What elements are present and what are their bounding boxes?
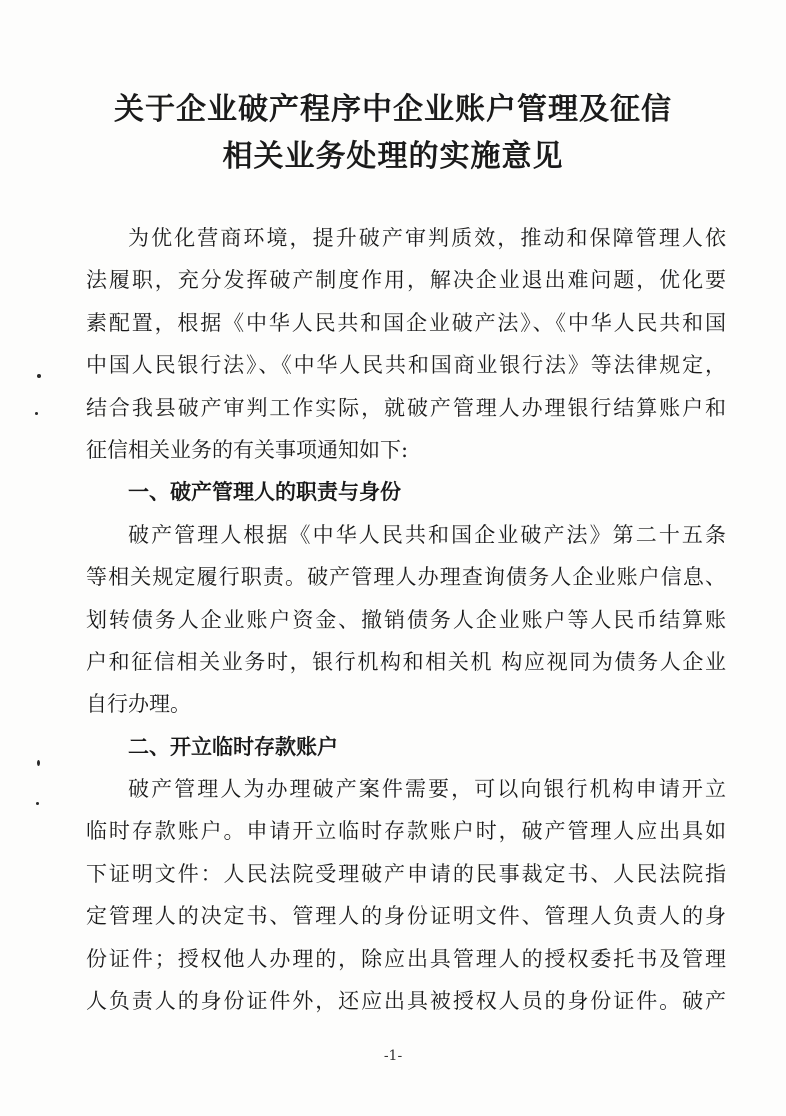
section-heading: 一、破产管理人的职责与身份: [128, 479, 401, 505]
scan-speck: [37, 374, 41, 378]
body-line: 临时存款账户。申请开立临时存款账户时，破产管理人应出具如: [86, 819, 726, 844]
body-line: 自行办理。: [86, 692, 191, 717]
document-title-line-2: 相关业务处理的实施意见: [222, 139, 564, 174]
page-number: -1-: [383, 1048, 403, 1064]
document-body: [86, 217, 726, 1022]
body-line: 划转债务人企业账户资金、撤销债务人企业账户等人民币结算账: [86, 607, 726, 632]
document-title-line-1: 关于企业破产程序中企业账户管理及征信: [114, 92, 672, 127]
body-line: 素配置，根据《中华人民共和国企业破产法》、《中华人民共和国: [86, 310, 726, 335]
body-line: 法履职，充分发挥破产制度作用，解决企业退出难问题，优化要: [86, 268, 726, 293]
body-line: 结合我县破产审判工作实际，就破产管理人办理银行结算账户和: [86, 395, 726, 420]
section-heading: 二、开立临时存款账户: [128, 733, 338, 759]
body-line: 下证明文件：人民法院受理破产申请的民事裁定书、人民法院指: [86, 861, 726, 886]
body-line: 中国人民银行法》、《中华人民共和国商业银行法》等法律规定，: [86, 353, 726, 378]
scan-speck: [37, 760, 40, 766]
body-line: 为优化营商环境，提升破产审判质效，推动和保障管理人依: [128, 226, 726, 250]
scan-speck: [36, 802, 39, 805]
body-line: 份证件；授权他人办理的，除应出具管理人的授权委托书及管理: [86, 946, 726, 971]
scan-speck: [35, 412, 38, 415]
body-line: 人负责人的身份证件外，还应出具被授权人员的身份证件。破产: [86, 989, 726, 1014]
body-line: 定管理人的决定书、管理人的身份证明文件、管理人负责人的身: [86, 904, 726, 929]
body-line: 等相关规定履行职责。破产管理人办理查询债务人企业账户信息、: [86, 565, 726, 590]
body-line: 征信相关业务的有关事项通知如下:: [86, 437, 409, 462]
body-line: 破产管理人为办理破产案件需要，可以向银行机构申请开立: [128, 777, 726, 802]
body-line: 破产管理人根据《中华人民共和国企业破产法》第二十五条: [128, 522, 726, 547]
body-line: 户和征信相关业务时，银行机构和相关机 构应视同为债务人企业: [86, 649, 726, 674]
